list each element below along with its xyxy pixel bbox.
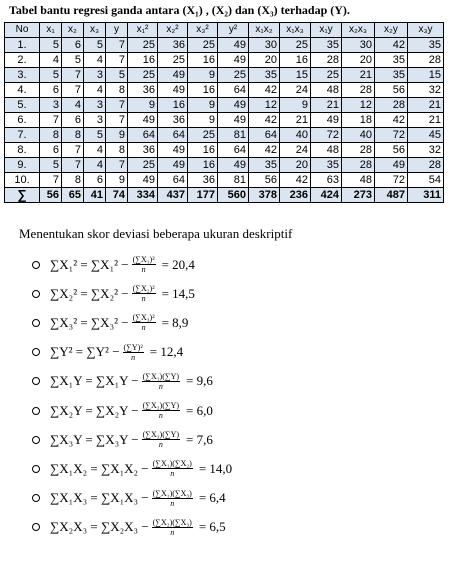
table-cell: 35 — [311, 38, 342, 53]
table-cell: 32 — [408, 143, 444, 158]
table-cell: 16 — [158, 98, 188, 113]
sum-cell: 378 — [249, 188, 280, 203]
formula-result: = 12,4 — [149, 344, 184, 360]
column-header: x₃y — [408, 23, 444, 38]
table-cell: 9 — [188, 113, 218, 128]
table-cell: 40 — [342, 128, 375, 143]
table-cell: 8 — [62, 128, 84, 143]
table-cell: 4 — [84, 143, 106, 158]
table-cell: 12 — [249, 98, 280, 113]
table-cell: 8 — [62, 173, 84, 188]
table-row — [5, 53, 444, 68]
table-cell: 20 — [280, 158, 311, 173]
table-cell: 6 — [62, 38, 84, 53]
regression-helper-table — [4, 22, 444, 203]
row-number: 10. — [5, 173, 40, 188]
table-cell: 7 — [106, 158, 128, 173]
table-cell: 3 — [40, 98, 62, 113]
table-cell: 21 — [408, 98, 444, 113]
formula-fraction — [132, 313, 156, 332]
column-header: No — [5, 23, 40, 38]
row-number: 4. — [5, 83, 40, 98]
sum-cell: 437 — [158, 188, 188, 203]
table-cell: 42 — [249, 83, 280, 98]
table-cell: 54 — [408, 173, 444, 188]
table-cell: 64 — [249, 128, 280, 143]
table-cell: 6 — [62, 113, 84, 128]
sum-cell: 74 — [106, 188, 128, 203]
fraction-numerator: (∑X₂)² — [132, 284, 155, 294]
formula-lhs: ∑Y² = ∑Y² − — [50, 344, 120, 360]
table-cell: 9 — [188, 98, 218, 113]
formula-item — [28, 250, 232, 279]
table-cell: 7 — [106, 38, 128, 53]
table-cell: 56 — [375, 83, 408, 98]
table-cell: 4 — [62, 98, 84, 113]
row-number: 6. — [5, 113, 40, 128]
row-number: 1. — [5, 38, 40, 53]
fraction-numerator: (∑X₁)² — [132, 255, 155, 265]
table-cell: 49 — [158, 68, 188, 83]
table-cell: 42 — [375, 38, 408, 53]
table-cell: 28 — [311, 53, 342, 68]
circle-bullet-icon — [32, 436, 40, 444]
fraction-denominator: n — [158, 411, 163, 421]
formula-result: = 14,0 — [198, 460, 233, 476]
formula-fraction — [152, 489, 193, 508]
circle-bullet-icon — [32, 494, 40, 502]
table-cell: 28 — [408, 53, 444, 68]
circle-bullet-icon — [32, 348, 40, 356]
table-cell: 16 — [188, 83, 218, 98]
table-cell: 49 — [158, 158, 188, 173]
column-header: y — [106, 23, 128, 38]
table-cell: 49 — [128, 113, 158, 128]
table-cell: 25 — [158, 53, 188, 68]
formula-item — [28, 396, 232, 425]
table-cell: 8 — [106, 143, 128, 158]
sum-symbol: ∑ — [5, 188, 40, 203]
sum-cell: 560 — [218, 188, 249, 203]
circle-bullet-icon — [32, 377, 40, 385]
table-cell: 7 — [62, 143, 84, 158]
formula-fraction — [132, 255, 156, 274]
formula-item — [28, 513, 232, 542]
table-row — [5, 143, 444, 158]
column-header: x₂² — [158, 23, 188, 38]
column-header: x₃² — [188, 23, 218, 38]
circle-bullet-icon — [32, 523, 40, 531]
table-cell: 42 — [280, 173, 311, 188]
column-header: x₁² — [128, 23, 158, 38]
table-cell: 49 — [218, 38, 249, 53]
sum-cell: 236 — [280, 188, 311, 203]
table-cell: 6 — [40, 143, 62, 158]
table-cell: 30 — [249, 38, 280, 53]
table-cell: 5 — [40, 38, 62, 53]
formula-fraction — [132, 284, 156, 303]
table-cell: 7 — [62, 83, 84, 98]
table-cell: 21 — [311, 98, 342, 113]
formula-fraction — [152, 518, 193, 537]
table-cell: 3 — [84, 98, 106, 113]
table-cell: 16 — [188, 53, 218, 68]
table-cell: 25 — [280, 38, 311, 53]
table-cell: 21 — [280, 113, 311, 128]
row-number: 9. — [5, 158, 40, 173]
table-cell: 20 — [249, 53, 280, 68]
circle-bullet-icon — [32, 319, 40, 327]
sum-cell: 273 — [342, 188, 375, 203]
table-cell: 20 — [342, 53, 375, 68]
circle-bullet-icon — [32, 465, 40, 473]
table-cell: 28 — [408, 158, 444, 173]
table-row — [5, 68, 444, 83]
table-cell: 7 — [40, 173, 62, 188]
table-cell: 64 — [128, 128, 158, 143]
fraction-denominator: n — [141, 265, 146, 275]
row-number: 5. — [5, 98, 40, 113]
table-cell: 25 — [188, 128, 218, 143]
table-cell: 49 — [311, 113, 342, 128]
sum-cell: 177 — [188, 188, 218, 203]
table-cell: 35 — [249, 158, 280, 173]
table-cell: 5 — [84, 128, 106, 143]
table-cell: 9 — [280, 98, 311, 113]
sum-cell: 56 — [40, 188, 62, 203]
table-cell: 18 — [342, 113, 375, 128]
table-cell: 8 — [40, 128, 62, 143]
table-cell: 36 — [128, 83, 158, 98]
formula-item — [28, 484, 232, 513]
table-cell: 3 — [84, 113, 106, 128]
table-cell: 4 — [84, 53, 106, 68]
table-cell: 49 — [218, 53, 249, 68]
table-cell: 32 — [408, 83, 444, 98]
table-cell: 21 — [342, 68, 375, 83]
table-cell: 72 — [375, 128, 408, 143]
formula-result: = 8,9 — [161, 314, 189, 330]
formula-lhs: ∑X₃² = ∑X₃² − — [50, 314, 129, 330]
table-cell: 16 — [128, 53, 158, 68]
table-cell: 25 — [188, 38, 218, 53]
formula-result: = 7,6 — [186, 431, 213, 447]
fraction-denominator: n — [170, 498, 175, 508]
fraction-numerator: (∑X₂)(∑Y) — [142, 401, 180, 411]
table-cell: 48 — [311, 83, 342, 98]
circle-bullet-icon — [32, 290, 40, 298]
table-cell: 25 — [128, 68, 158, 83]
fraction-numerator: (∑X₃)(∑Y) — [142, 430, 180, 440]
table-cell: 56 — [375, 143, 408, 158]
formula-fraction — [142, 401, 180, 420]
table-cell: 5 — [40, 68, 62, 83]
formula-fraction — [152, 459, 193, 478]
table-cell: 40 — [280, 128, 311, 143]
sum-cell: 487 — [375, 188, 408, 203]
column-header: y² — [218, 23, 249, 38]
table-cell: 5 — [106, 68, 128, 83]
table-cell: 4 — [84, 83, 106, 98]
table-body — [5, 38, 444, 203]
table-cell: 6 — [84, 173, 106, 188]
fraction-denominator: n — [141, 323, 146, 333]
table-cell: 7 — [106, 53, 128, 68]
table-cell: 49 — [218, 158, 249, 173]
formula-fraction — [123, 343, 144, 362]
table-cell: 7 — [106, 98, 128, 113]
table-cell: 9 — [106, 128, 128, 143]
formula-lhs: ∑X₁X₂ = ∑X₁X₂ − — [50, 460, 149, 476]
table-cell: 36 — [158, 38, 188, 53]
table-cell: 4 — [84, 158, 106, 173]
table-cell: 5 — [40, 158, 62, 173]
formula-lhs: ∑X₃Y = ∑X₃Y − — [50, 431, 139, 447]
table-cell: 9 — [188, 68, 218, 83]
table-cell: 7 — [106, 113, 128, 128]
formula-result: = 6,4 — [198, 490, 226, 506]
table-cell: 49 — [218, 113, 249, 128]
table-cell: 42 — [249, 143, 280, 158]
table-cell: 9 — [128, 98, 158, 113]
fraction-denominator: n — [141, 294, 146, 304]
table-cell: 35 — [311, 158, 342, 173]
table-row — [5, 158, 444, 173]
table-cell: 7 — [62, 158, 84, 173]
table-cell: 36 — [128, 143, 158, 158]
fraction-denominator: n — [158, 440, 163, 450]
sum-cell: 424 — [311, 188, 342, 203]
fraction-numerator: (∑X₁)(∑X₂) — [152, 459, 192, 469]
formula-fraction — [142, 372, 180, 391]
table-cell: 72 — [375, 173, 408, 188]
formula-result: = 6,5 — [198, 519, 226, 535]
table-cell: 48 — [342, 173, 375, 188]
formula-item — [28, 454, 232, 483]
table-cell: 21 — [408, 113, 444, 128]
table-cell: 64 — [218, 143, 249, 158]
table-cell: 4 — [40, 53, 62, 68]
table-cell: 64 — [158, 128, 188, 143]
formula-list — [28, 250, 232, 542]
table-header-row — [5, 23, 444, 38]
formula-item — [28, 279, 232, 308]
row-number: 8. — [5, 143, 40, 158]
column-header: x₁y — [311, 23, 342, 38]
table-cell: 64 — [218, 83, 249, 98]
fraction-numerator: (∑X₂)(∑X₃) — [152, 517, 192, 527]
table-cell: 24 — [280, 143, 311, 158]
table-cell: 30 — [342, 38, 375, 53]
table-cell: 5 — [84, 38, 106, 53]
row-number: 7. — [5, 128, 40, 143]
table-cell: 25 — [311, 68, 342, 83]
table-row — [5, 83, 444, 98]
table-cell: 45 — [408, 128, 444, 143]
column-header: x₁x₃ — [280, 23, 311, 38]
table-cell: 35 — [408, 38, 444, 53]
table-cell: 7 — [62, 68, 84, 83]
document-title: Tabel bantu regresi ganda antara (X₁) , (X₂) dan (X₃) terhadap (Y). — [9, 3, 350, 17]
row-number: 3. — [5, 68, 40, 83]
table-cell: 28 — [342, 143, 375, 158]
table-cell: 16 — [280, 53, 311, 68]
table-cell: 28 — [342, 158, 375, 173]
column-header: x₂ — [62, 23, 84, 38]
circle-bullet-icon — [32, 261, 40, 269]
table-row — [5, 113, 444, 128]
sum-cell: 41 — [84, 188, 106, 203]
table-cell: 48 — [311, 143, 342, 158]
formula-item — [28, 367, 232, 396]
fraction-denominator: n — [131, 352, 136, 362]
table-cell: 5 — [62, 53, 84, 68]
table-cell: 25 — [218, 68, 249, 83]
fraction-numerator: (∑X₁)(∑X₃) — [152, 488, 192, 498]
formula-item — [28, 308, 232, 337]
table-cell: 12 — [342, 98, 375, 113]
table-row — [5, 128, 444, 143]
table-cell: 7 — [40, 113, 62, 128]
table-cell: 56 — [249, 173, 280, 188]
column-header: x₂y — [375, 23, 408, 38]
formula-lhs: ∑X₂² = ∑X₂² − — [50, 285, 129, 301]
row-number: 2. — [5, 53, 40, 68]
formula-result: = 6,0 — [186, 402, 213, 418]
formula-lhs: ∑X₁Y = ∑X₁Y − — [50, 373, 139, 389]
formula-item — [28, 425, 232, 454]
table-row — [5, 173, 444, 188]
fraction-denominator: n — [158, 381, 163, 391]
circle-bullet-icon — [32, 407, 40, 415]
fraction-numerator: (∑X₃)² — [132, 313, 155, 323]
table-cell: 35 — [249, 68, 280, 83]
table-cell: 16 — [188, 158, 218, 173]
table-cell: 81 — [218, 173, 249, 188]
table-cell: 35 — [375, 68, 408, 83]
sum-cell: 334 — [128, 188, 158, 203]
formula-lhs: ∑X₁² = ∑X₁² − — [50, 256, 129, 272]
table-cell: 36 — [188, 173, 218, 188]
formula-lhs: ∑X₁X₃ = ∑X₁X₃ − — [50, 490, 149, 506]
formula-fraction — [142, 430, 180, 449]
table-cell: 42 — [249, 113, 280, 128]
sum-row — [5, 188, 444, 203]
table-cell: 49 — [158, 83, 188, 98]
table-cell: 28 — [342, 83, 375, 98]
formula-result: = 14,5 — [161, 285, 195, 301]
table-cell: 15 — [408, 68, 444, 83]
table-row — [5, 98, 444, 113]
table-cell: 9 — [106, 173, 128, 188]
section-intro: Menentukan skor deviasi beberapa ukuran deskriptif — [19, 226, 293, 241]
formula-lhs: ∑X₂Y = ∑X₂Y − — [50, 402, 139, 418]
fraction-numerator: (∑Y)² — [123, 342, 143, 352]
column-header: x₁x₂ — [249, 23, 280, 38]
formula-result: = 9,6 — [186, 373, 213, 389]
table-cell: 15 — [280, 68, 311, 83]
fraction-denominator: n — [170, 469, 175, 479]
column-header: x₂x₃ — [342, 23, 375, 38]
table-cell: 81 — [218, 128, 249, 143]
table-cell: 49 — [375, 158, 408, 173]
table-cell: 42 — [375, 113, 408, 128]
formula-lhs: ∑X₂X₃ = ∑X₂X₃ − — [50, 519, 149, 535]
table-row — [5, 38, 444, 53]
table-cell: 6 — [40, 83, 62, 98]
fraction-numerator: (∑X₁)(∑Y) — [142, 371, 180, 381]
table-cell: 72 — [311, 128, 342, 143]
table-cell: 49 — [128, 173, 158, 188]
column-header: x₃ — [84, 23, 106, 38]
formula-item — [28, 338, 232, 367]
table-cell: 3 — [84, 68, 106, 83]
table-cell: 36 — [158, 113, 188, 128]
table-cell: 25 — [128, 38, 158, 53]
table-cell: 35 — [375, 53, 408, 68]
table-cell: 49 — [158, 143, 188, 158]
fraction-denominator: n — [170, 527, 175, 537]
table-cell: 8 — [106, 83, 128, 98]
column-header: x₁ — [40, 23, 62, 38]
table-cell: 63 — [311, 173, 342, 188]
sum-cell: 311 — [408, 188, 444, 203]
table-cell: 64 — [158, 173, 188, 188]
table-cell: 28 — [375, 98, 408, 113]
table-cell: 25 — [128, 158, 158, 173]
table-cell: 49 — [218, 98, 249, 113]
sum-cell: 65 — [62, 188, 84, 203]
table-cell: 16 — [188, 143, 218, 158]
table-cell: 24 — [280, 83, 311, 98]
formula-result: = 20,4 — [161, 256, 195, 272]
